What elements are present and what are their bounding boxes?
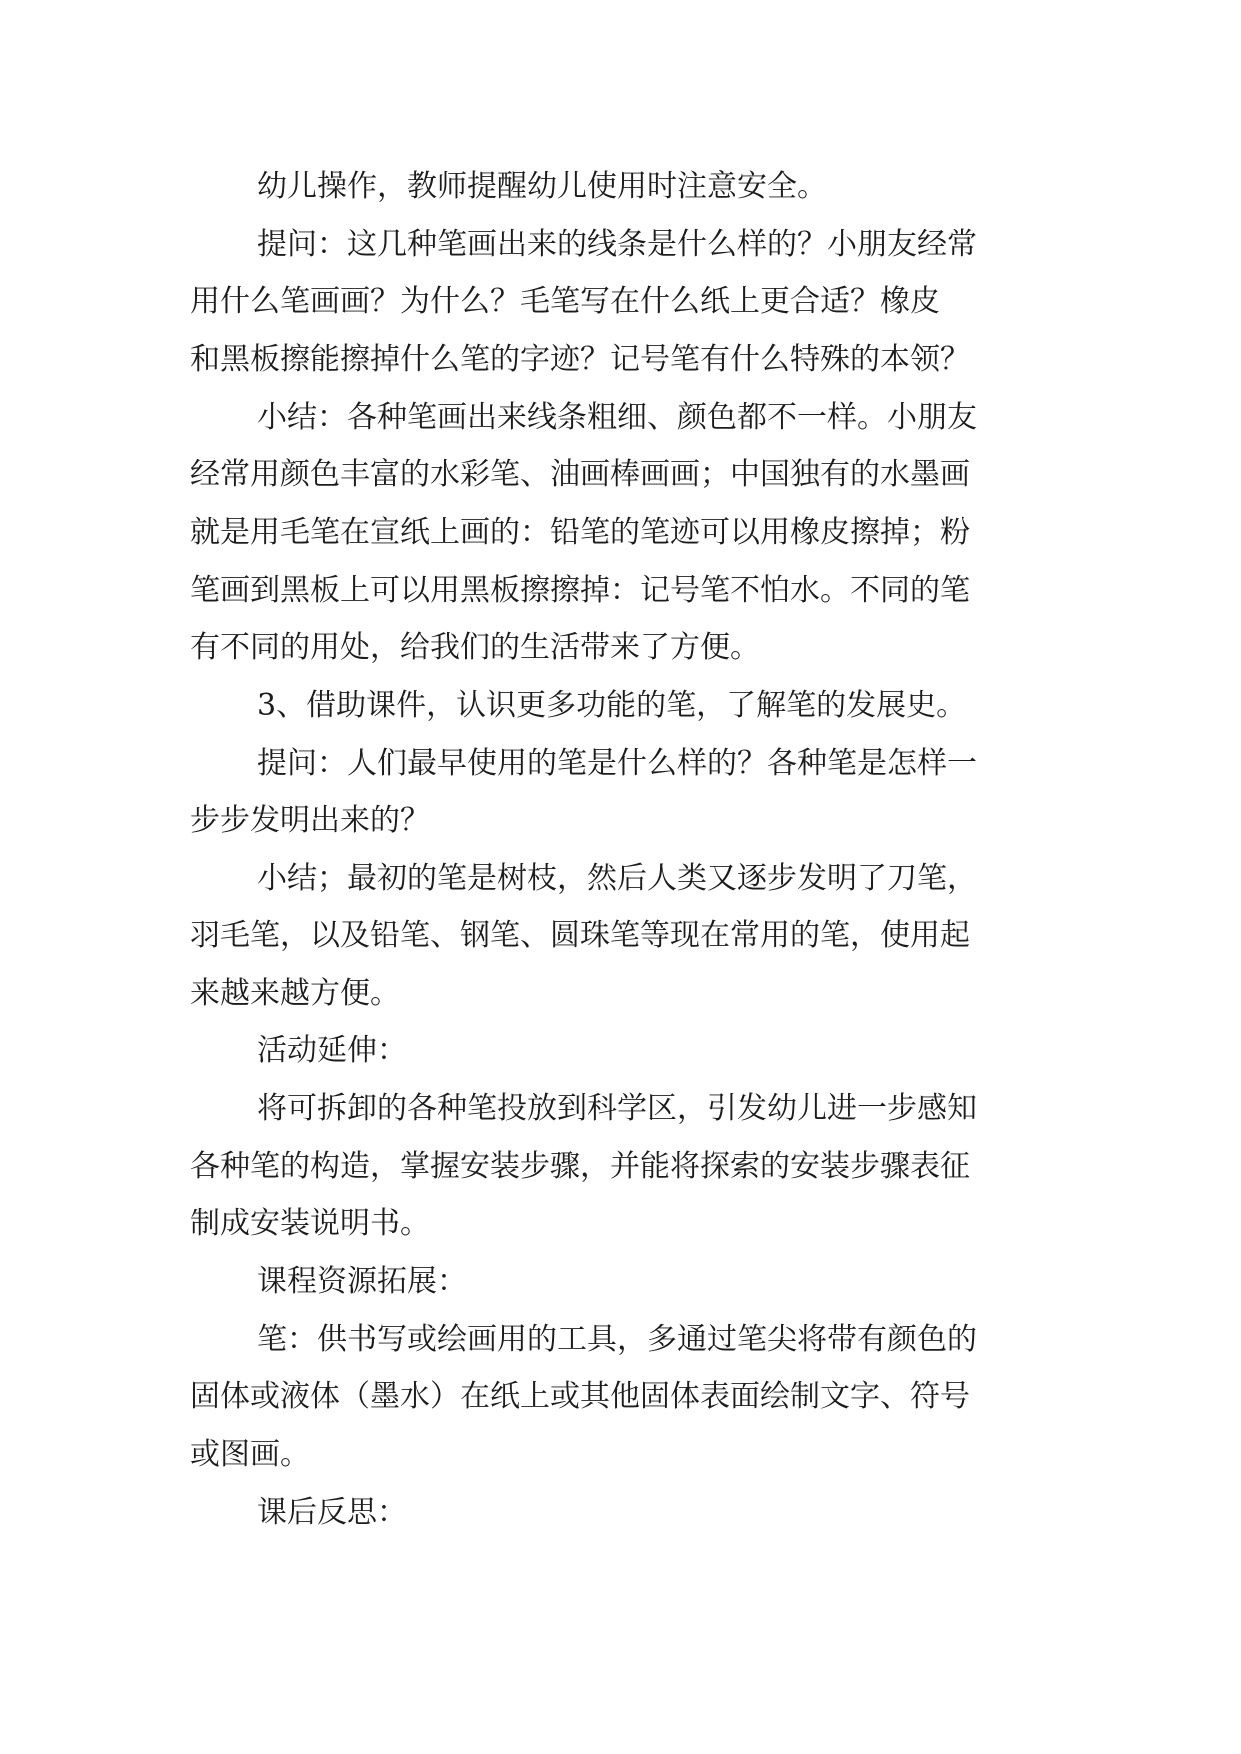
section-heading: 课后反思： (257, 1495, 407, 1530)
paragraph-line: 羽毛笔，以及铅笔、钢笔、圆珠笔等现在常用的笔，使用起 (190, 918, 970, 953)
paragraph-line: 固体或液体（墨水）在纸上或其他固体表面绘制文字、符号 (190, 1379, 970, 1414)
paragraph-line: 来越来越方便。 (190, 976, 400, 1011)
section-heading: 课程资源拓展： (257, 1264, 467, 1299)
paragraph-line: 提问：人们最早使用的笔是什么样的？各种笔是怎样一 (257, 746, 977, 781)
paragraph-line: 就是用毛笔在宣纸上画的：铅笔的笔迹可以用橡皮擦掉；粉 (190, 515, 970, 550)
paragraph-line: 有不同的用处，给我们的生活带来了方便。 (190, 630, 760, 665)
paragraph-line: 将可拆卸的各种笔投放到科学区，引发幼儿进一步感知 (257, 1091, 977, 1126)
section-heading: 3、借助课件，认识更多功能的笔，了解笔的发展史。 (257, 688, 967, 723)
paragraph-line: 小结；最初的笔是树枝，然后人类又逐步发明了刀笔， (257, 861, 977, 896)
paragraph-line: 小结：各种笔画出来线条粗细、颜色都不一样。小朋友 (257, 400, 977, 435)
paragraph-line: 用什么笔画画？为什么？毛笔写在什么纸上更合适？橡皮 (190, 284, 940, 319)
paragraph-line: 笔画到黑板上可以用黑板擦擦掉：记号笔不怕水。不同的笔 (190, 573, 970, 608)
paragraph-line: 制成安装说明书。 (190, 1206, 430, 1241)
paragraph-line: 各种笔的构造，掌握安装步骤，并能将探索的安装步骤表征 (190, 1149, 970, 1184)
paragraph-line: 经常用颜色丰富的水彩笔、油画棒画画；中国独有的水墨画 (190, 457, 970, 492)
section-heading: 活动延伸： (257, 1033, 407, 1068)
paragraph-line: 步步发明出来的？ (190, 803, 430, 838)
paragraph-line: 或图画。 (190, 1437, 310, 1472)
paragraph-line: 幼儿操作，教师提醒幼儿使用时注意安全。 (257, 169, 827, 204)
paragraph-line: 和黑板擦能擦掉什么笔的字迹？记号笔有什么特殊的本领？ (190, 342, 970, 377)
paragraph-line: 笔：供书写或绘画用的工具，多通过笔尖将带有颜色的 (257, 1322, 977, 1357)
paragraph-line: 提问：这几种笔画出来的线条是什么样的？小朋友经常 (257, 227, 977, 262)
